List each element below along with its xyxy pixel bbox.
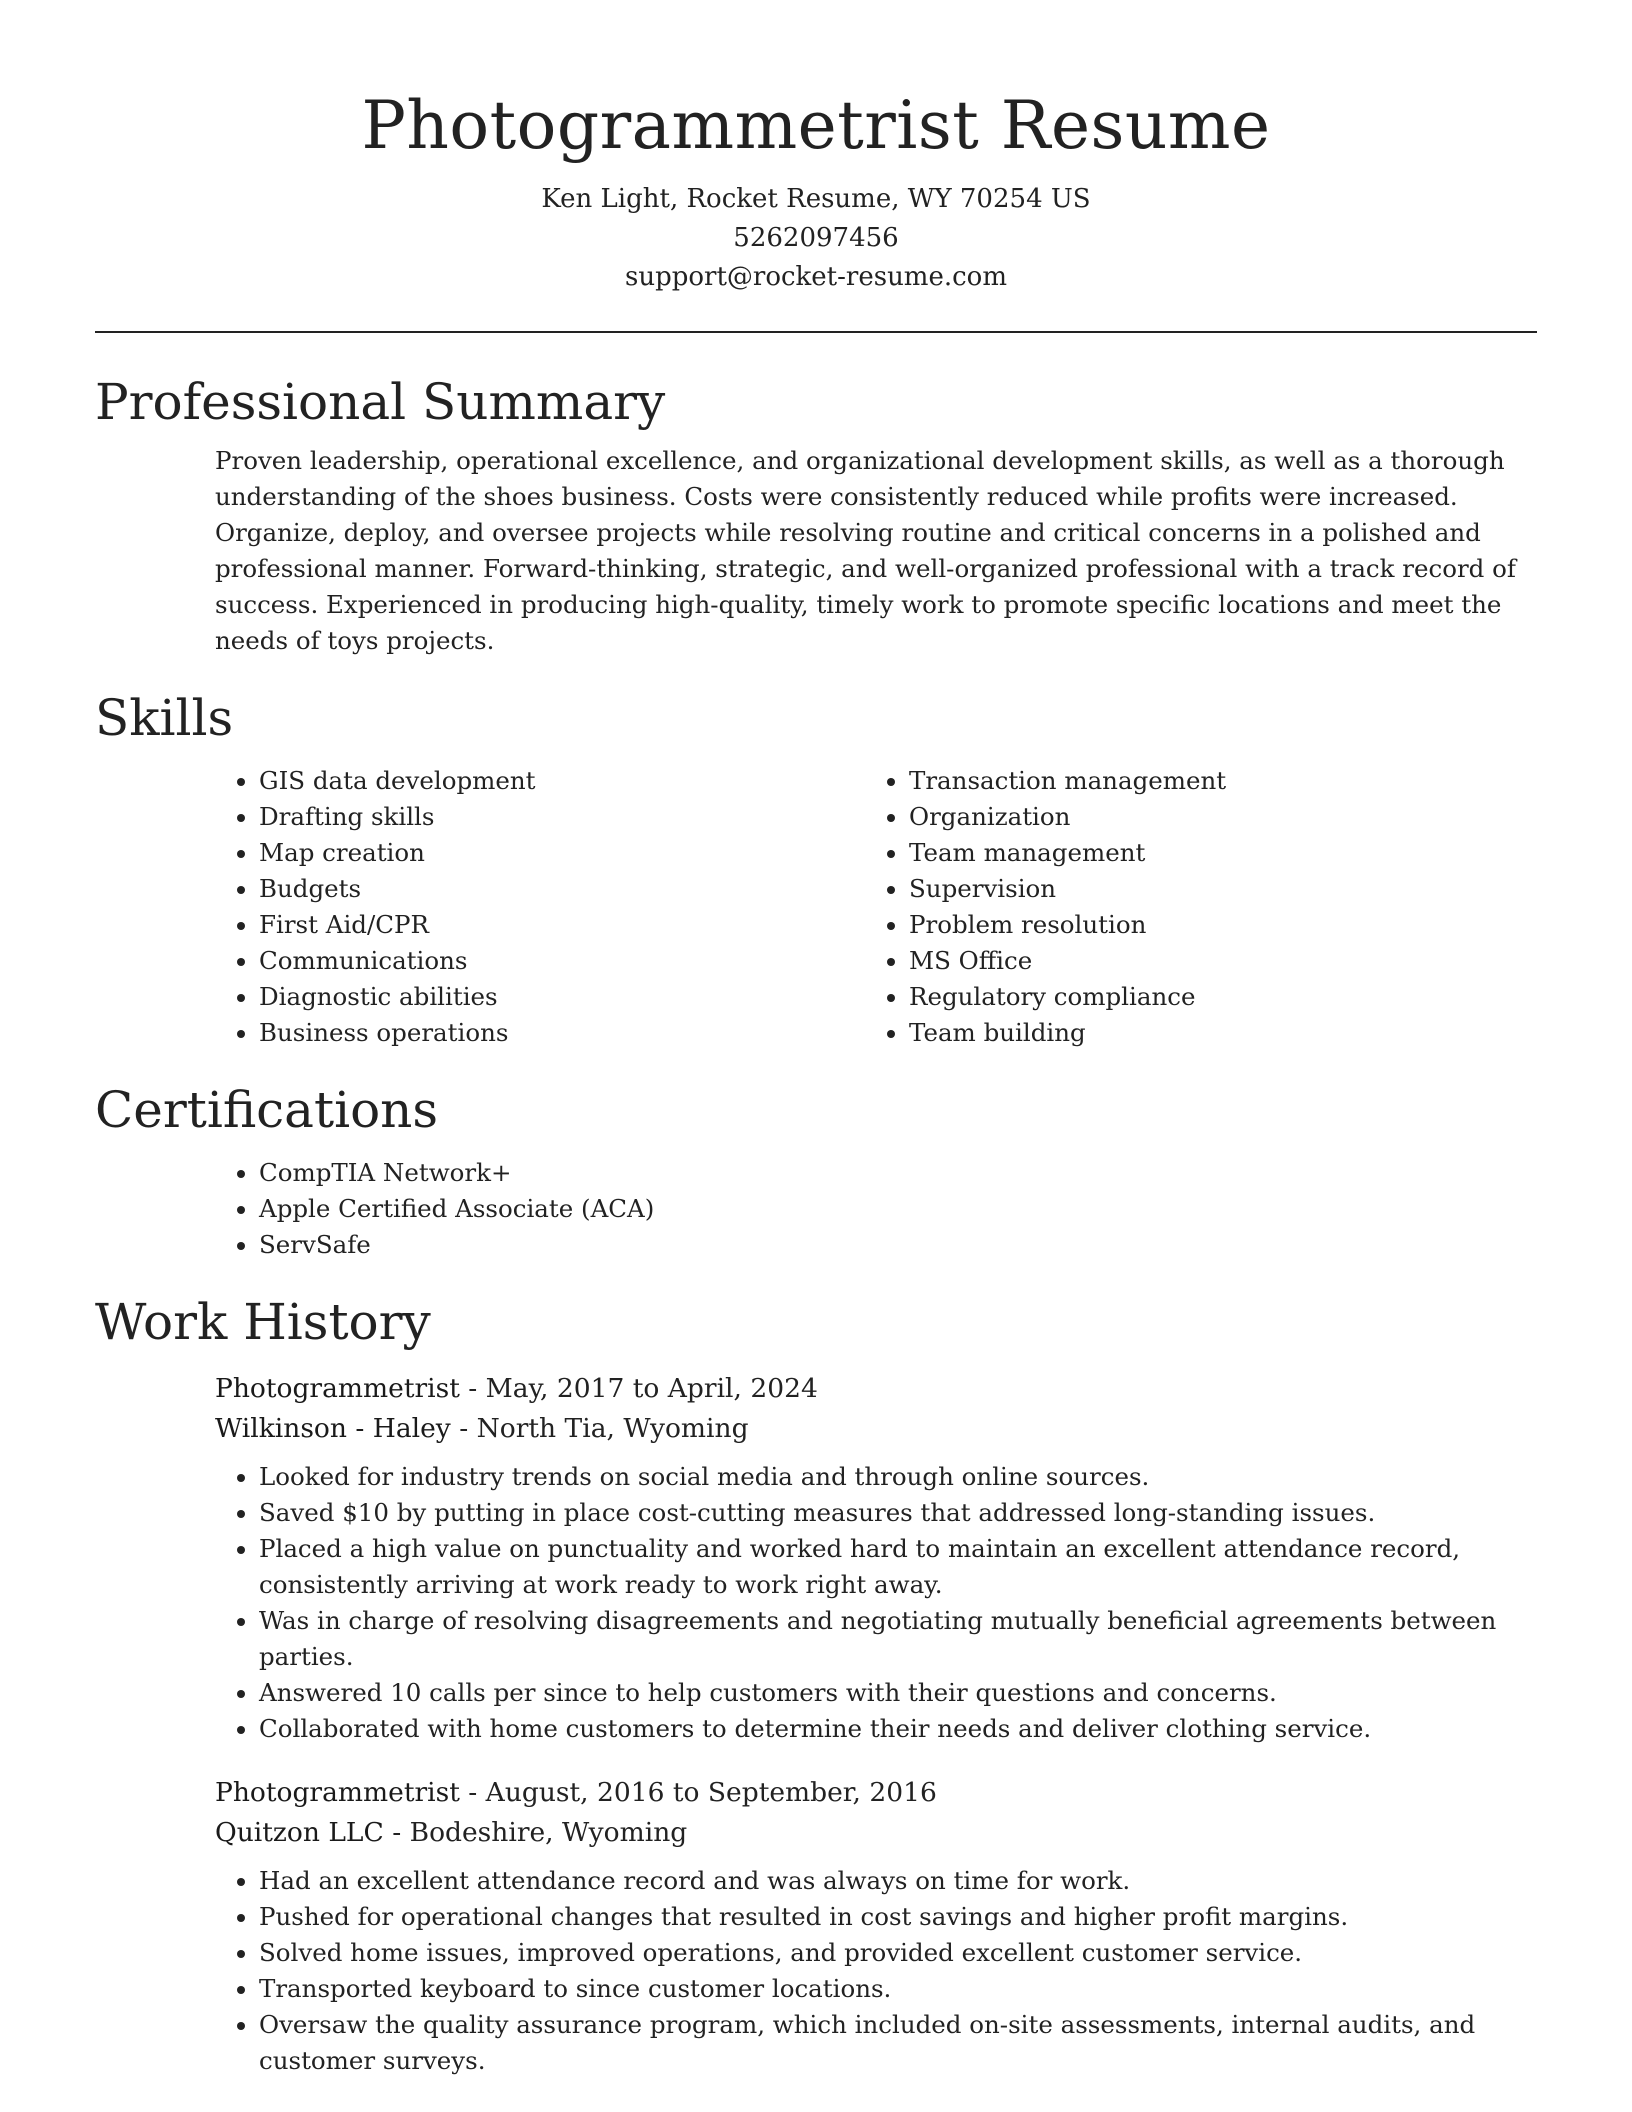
resume-header xyxy=(95,0,1537,297)
job-bullet: • Transported keyboard to since customer locations. xyxy=(259,1971,1537,2007)
job-bullet: • Solved home issues, improved operations, and provided excellent customer service. xyxy=(259,1935,1537,1971)
job-bullet: • Collaborated with home customers to determine their needs and deliver clothing service. xyxy=(259,1711,1537,1747)
skill-item: • Business operations xyxy=(259,1015,865,1051)
skills-column-right xyxy=(865,763,1226,1051)
summary-text: Proven leadership, operational excellence, and organizational development skills, as well as a thorough understanding of the shoes business. Costs were consistently reduced while profits were increased. Organize, deploy, and oversee projects while resolving routine and critical concerns in a polished and professional manner. Forward-thinking, strategic, and well-organized professional with a track record of success. Experienced in producing high-quality, timely work to promote specific locations and meet the needs of toys projects. xyxy=(215,446,1516,655)
job-entry xyxy=(215,1773,1537,2079)
job-bullet: • Looked for industry trends on social media and through online sources. xyxy=(259,1459,1537,1495)
skills-section xyxy=(95,683,1537,1051)
skill-item: • Team building xyxy=(909,1015,1226,1051)
summary-section xyxy=(95,367,1537,659)
job-title: Photogrammetrist xyxy=(215,1777,460,1808)
job-title: Photogrammetrist xyxy=(215,1373,460,1404)
job-bullets xyxy=(215,1863,1537,2079)
job-location: - Bodeshire, Wyoming xyxy=(383,1817,688,1848)
job-entry xyxy=(215,1369,1537,1747)
job-dates: - August, 2016 to September, 2016 xyxy=(459,1777,937,1808)
certifications-heading: Certifications xyxy=(95,1081,439,1139)
job-title-line xyxy=(215,1369,1537,1409)
job-bullet: • Placed a high value on punctuality and worked hard to maintain an excellent attendance record, consistently arriving at work ready to work right away. xyxy=(259,1531,1537,1603)
skill-item: • Supervision xyxy=(909,871,1226,907)
contact-phone: 5262097456 xyxy=(733,223,899,253)
job-dates: - May, 2017 to April, 2024 xyxy=(459,1373,818,1404)
work-history-section xyxy=(95,1287,1537,2079)
skill-item: • Communications xyxy=(259,943,865,979)
skill-item: • MS Office xyxy=(909,943,1226,979)
contact-address: Ken Light, Rocket Resume, WY 70254 US xyxy=(541,184,1091,214)
certifications-list xyxy=(215,1155,1537,1263)
skill-item: • Organization xyxy=(909,799,1226,835)
job-location: - North Tia, Wyoming xyxy=(450,1413,749,1444)
skill-item: • Diagnostic abilities xyxy=(259,979,865,1015)
job-employer-line xyxy=(215,1813,1537,1853)
contact-info xyxy=(95,180,1537,297)
skills-heading: Skills xyxy=(95,689,234,747)
certification-item: • CompTIA Network+ xyxy=(259,1155,1537,1191)
job-bullet: • Answered 10 calls per since to help customers with their questions and concerns. xyxy=(259,1675,1537,1711)
contact-email: support@rocket-resume.com xyxy=(624,262,1007,292)
skill-item: • Map creation xyxy=(259,835,865,871)
job-bullet: • Was in charge of resolving disagreements and negotiating mutually beneficial agreements between parties. xyxy=(259,1603,1537,1675)
job-title-line xyxy=(215,1773,1537,1813)
header-divider xyxy=(95,331,1537,333)
skill-item: • GIS data development xyxy=(259,763,865,799)
job-bullet: • Oversaw the quality assurance program, which included on-site assessments, internal audits, and customer surveys. xyxy=(259,2007,1537,2079)
job-bullet: • Had an excellent attendance record and was always on time for work. xyxy=(259,1863,1537,1899)
skill-item: • Budgets xyxy=(259,871,865,907)
skill-item: • Problem resolution xyxy=(909,907,1226,943)
certifications-section xyxy=(95,1075,1537,1263)
skill-item: • Drafting skills xyxy=(259,799,865,835)
job-employer: Wilkinson - Haley xyxy=(215,1413,451,1444)
skill-item: • Team management xyxy=(909,835,1226,871)
job-employer: Quitzon LLC xyxy=(215,1817,384,1848)
skill-item: • Regulatory compliance xyxy=(909,979,1226,1015)
job-bullet: • Saved $10 by putting in place cost-cutting measures that addressed long-standing issues. xyxy=(259,1495,1537,1531)
skills-columns xyxy=(215,763,1537,1051)
skill-item: • Transaction management xyxy=(909,763,1226,799)
page-title: Photogrammetrist Resume xyxy=(361,87,1271,164)
job-bullets xyxy=(215,1459,1537,1747)
work-history-heading: Work History xyxy=(95,1293,431,1351)
summary-heading: Professional Summary xyxy=(95,373,666,431)
skill-item: • First Aid/CPR xyxy=(259,907,865,943)
job-employer-line xyxy=(215,1409,1537,1449)
certification-item: • Apple Certified Associate (ACA) xyxy=(259,1191,1537,1227)
certification-item: • ServSafe xyxy=(259,1227,1537,1263)
skills-column-left xyxy=(215,763,865,1051)
job-bullet: • Pushed for operational changes that resulted in cost savings and higher profit margins. xyxy=(259,1899,1537,1935)
